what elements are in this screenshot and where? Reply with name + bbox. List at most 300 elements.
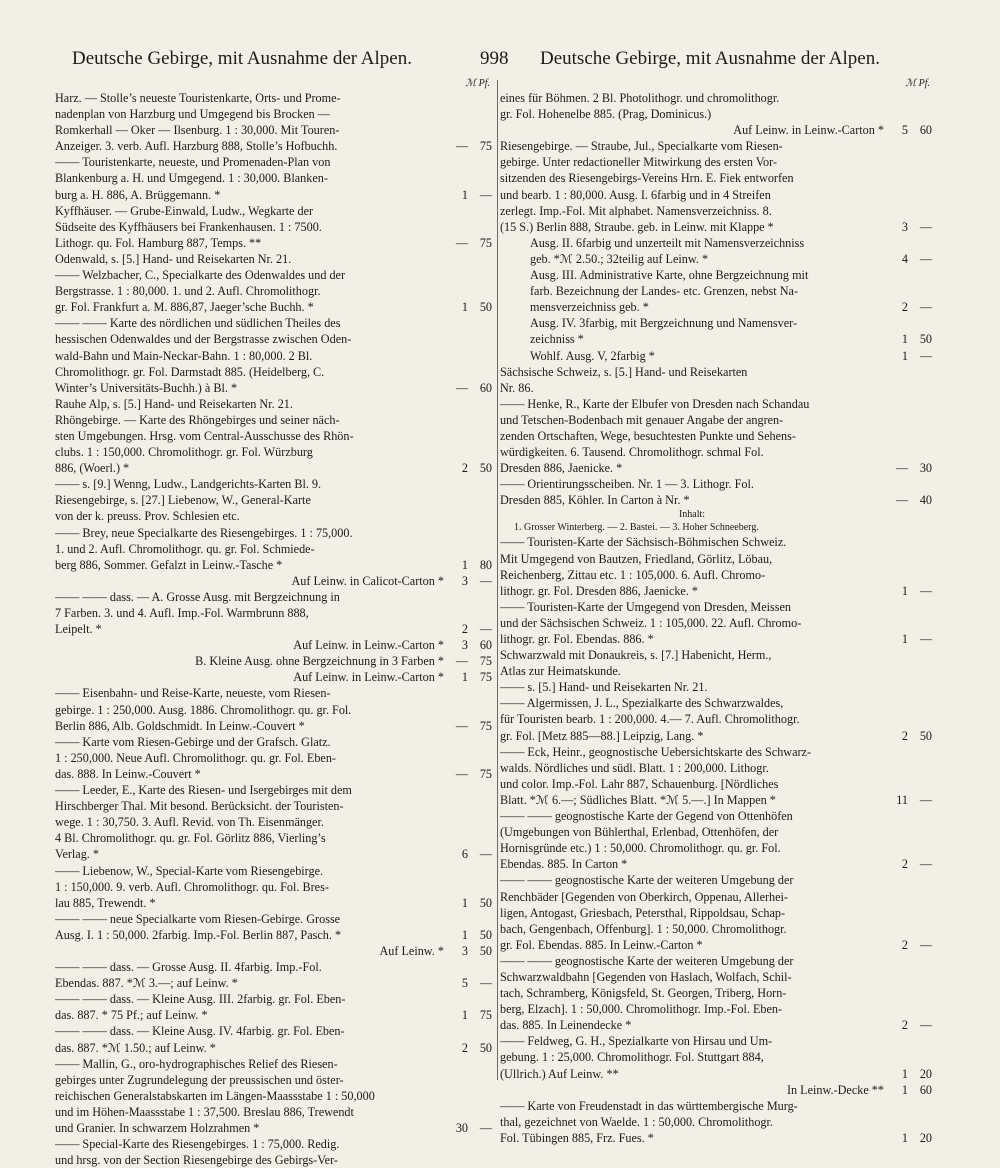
entry-line: —— —— Karte des nördlichen und südlichen Theiles des (55, 316, 341, 331)
price-pfennig: 60 (919, 123, 932, 138)
catalog-entry (55, 412, 492, 476)
entry-line: lithogr. gr. Fol. Dresden 886, Jaenicke. * (500, 583, 699, 598)
price (886, 1082, 932, 1098)
price (886, 1130, 932, 1146)
entry-line: gr. Fol. Frankfurt a. M. 886,87, Jaeger’sche Buchh. * (55, 300, 314, 315)
entry-line: Sächsische Schweiz, s. [5.] Hand- und Reisekarten (500, 364, 748, 379)
catalog-entry (500, 348, 932, 364)
price-pfennig: 50 (479, 943, 492, 958)
price-pfennig: 40 (919, 493, 932, 508)
price-pfennig: 50 (479, 895, 492, 910)
price-mark: — (455, 654, 468, 669)
price-mark: 30 (455, 1121, 468, 1135)
entry-line: würdigkeiten. 6. Tausend. Chromolithogr. schmal Fol. (500, 445, 764, 460)
entry-line: —— Feldweg, G. H., Spezialkarte von Hirsau und Um- (500, 1034, 773, 1049)
catalog-entry (55, 315, 492, 395)
price-mark: 1 (901, 583, 908, 598)
entry-line: (Ullrich.) Auf Leinw. ** (500, 1066, 619, 1081)
entry-line: gr. Fol. [Metz 885—88.] Leipzig, Lang. * (500, 728, 704, 743)
price (886, 856, 932, 872)
price-pfennig: 60 (479, 638, 492, 653)
price-pfennig: — (919, 937, 932, 952)
entry-line: und Granier. In schwarzem Holzrahmen * (55, 1121, 260, 1135)
entry-line: —— Orientirungsscheiben. Nr. 1 — 3. Lithogr. Fol. (500, 477, 754, 492)
catalog-entry (500, 647, 932, 679)
price-pfennig: — (919, 1018, 932, 1033)
entry-line: Winter’s Universitäts-Buchh.) à Bl. * (55, 380, 238, 395)
running-title-left: Deutsche Gebirge, mit Ausnahme der Alpen. (72, 48, 412, 69)
price (886, 122, 932, 138)
price-pfennig: — (479, 847, 492, 862)
catalog-entry (500, 679, 932, 695)
price-mark: 2 (901, 937, 908, 952)
catalog-entry (55, 492, 492, 524)
price (446, 1007, 492, 1023)
entry-line: Berlin 886, Alb. Goldschmidt. In Leinw.-Couvert * (55, 718, 305, 733)
price-mark: 5 (461, 976, 468, 991)
price (446, 573, 492, 589)
entry-line: gr. Fol. Ebendas. 885. In Leinw.-Carton * (500, 937, 703, 952)
inhalt-items: 1. Grosser Winterberg. — 2. Bastei. — 3. Hoher Schneeberg. (514, 522, 759, 534)
entry-line: —— Karte von Freudenstadt in das württembergische Murg- (500, 1098, 798, 1113)
price-mark: 1 (461, 557, 468, 572)
price-mark: — (455, 766, 468, 781)
price-pfennig: 75 (479, 718, 492, 733)
price-mark: 3 (461, 573, 468, 588)
entry-line: 7 Farben. 3. und 4. Aufl. Imp.-Fol. Warmbrunn 888, (55, 606, 309, 620)
price-mark: 3 (461, 943, 468, 958)
entry-line: Leipelt. * (55, 622, 102, 637)
price-pfennig: 50 (919, 332, 932, 347)
price-mark: — (455, 139, 468, 154)
price-pfennig: — (479, 573, 492, 588)
catalog-entry (55, 734, 492, 782)
price-mark: 2 (461, 461, 468, 476)
right-column (500, 78, 932, 1146)
price-mark: — (455, 235, 468, 250)
catalog-entry (500, 695, 932, 743)
currency-header-left: ℳ Pf. (465, 78, 490, 89)
entry-line: Riesengebirge. — Straube, Jul., Specialkarte vom Riesen- (500, 139, 783, 154)
entry-line: Ausg. III. Administrative Karte, ohne Bergzeichnung mit (530, 268, 809, 283)
catalog-entry (55, 267, 492, 315)
column-divider (497, 80, 498, 1080)
catalog-entry (55, 637, 492, 653)
price (446, 975, 492, 991)
entry-line: (15 S.) Berlin 888, Straube. geb. in Leinw. mit Klappe * (500, 219, 774, 234)
price-pfennig: 60 (919, 1082, 932, 1097)
entry-line: ligen, Antogast, Griesbach, Petersthal, Rippoldsau, Schap- (500, 905, 786, 920)
price-pfennig: 50 (479, 927, 492, 942)
price (446, 846, 492, 862)
entry-line: Schwarzwald mit Donaukreis, s. [7.] Habenicht, Herm., (500, 648, 772, 663)
entry-line: farb. Bezeichnung der Landes- etc. Grenzen, nebst Na- (530, 284, 799, 299)
entry-line: gebirges unter Zugrundelegung der preussischen und öster- (55, 1072, 344, 1087)
entry-line: Schwarzwaldbahn [Gegenden von Haslach, Wolfach, Schil- (500, 969, 792, 984)
catalog-entry (500, 138, 932, 235)
entry-line: das. 887. * 75 Pf.; auf Leinw. * (55, 1008, 208, 1023)
entry-line: Dresden 886, Jaenicke. * (500, 461, 623, 476)
price-mark: 1 (461, 1008, 468, 1023)
entry-line: Reichenberg, Zittau etc. 1 : 105,000. 6. Aufl. Chromo- (500, 567, 766, 582)
entry-line: Riesengebirge, s. [27.] Liebenow, W., General-Karte (55, 493, 311, 508)
entry-line: —— Henke, R., Karte der Elbufer von Dresden nach Schandau (500, 396, 810, 411)
price-pfennig: — (919, 300, 932, 315)
price (446, 718, 492, 734)
catalog-entry (55, 782, 492, 862)
catalog-entry (55, 653, 492, 669)
entry-line: gebirge. 1 : 250,000. Ausg. 1886. Chromolithogr. qu. gr. Fol. (55, 702, 352, 717)
entry-line: lithogr. gr. Fol. Ebendas. 886. * (500, 632, 654, 646)
entry-line: —— —— dass. — Kleine Ausg. III. 2farbig. gr. Fol. Eben- (55, 992, 346, 1007)
entry-line: clubs. 1 : 150,000. Chromolithogr. gr. Fol. Würzburg (55, 445, 313, 460)
entry-line: Auf Leinw. in Leinw.-Carton * (293, 638, 444, 653)
catalog-entry (500, 1082, 932, 1098)
entry-line: Chromolithogr. gr. Fol. Darmstadt 885. (Heidelberg, C. (55, 364, 325, 379)
entry-line: Ebendas. 885. In Carton * (500, 857, 628, 872)
price-mark: 4 (901, 251, 908, 266)
currency-header-right: ℳ Pf. (905, 78, 930, 89)
price-mark: 1 (901, 1066, 908, 1081)
price-mark: 2 (461, 1040, 468, 1055)
entry-line: —— Welzbacher, C., Specialkarte des Odenwaldes und der (55, 268, 346, 283)
entry-line: 1. und 2. Aufl. Chromolithogr. qu. gr. Fol. Schmiede- (55, 541, 315, 556)
price-mark: 1 (461, 927, 468, 942)
catalog-entry (500, 872, 932, 952)
price (886, 728, 932, 744)
entry-line: 886, (Woerl.) * (55, 461, 130, 476)
price-pfennig: — (919, 583, 932, 598)
entry-line: —— Brey, neue Specialkarte des Riesengebirges. 1 : 75,000. (55, 525, 353, 540)
price-mark: 6 (461, 847, 468, 862)
entry-line: —— Mallin, G., oro-hydrographisches Relief des Riesen- (55, 1056, 338, 1071)
catalog-entry (55, 154, 492, 202)
entry-line: —— Liebenow, W., Special-Karte vom Riesengebirge. (55, 863, 324, 878)
entry-line: zeichniss * (530, 332, 584, 347)
price (446, 187, 492, 203)
entry-line: bach, Gengenbach, Offenburg]. 1 : 50,000. Chromolithogr. (500, 921, 787, 936)
entry-line: Blatt. *ℳ 6.—; Südliches Blatt. *ℳ 5.—.] In Mappen * (500, 792, 776, 807)
catalog-entry (55, 991, 492, 1023)
price (446, 895, 492, 911)
price-pfennig: — (479, 187, 492, 202)
catalog-entry (55, 525, 492, 573)
price-pfennig: 75 (479, 139, 492, 154)
price (446, 653, 492, 669)
catalog-entry (55, 90, 492, 154)
catalog-entry (500, 90, 932, 122)
catalog-entry (55, 863, 492, 911)
entry-line: das. 888. In Leinw.-Couvert * (55, 766, 201, 781)
price-pfennig: 30 (919, 461, 932, 476)
entry-line: —— —— geognostische Karte der weiteren Umgebung der (500, 953, 794, 968)
entry-line: (Umgebungen von Bühlerthal, Erlenbad, Ottenhöfen, der (500, 825, 779, 840)
price-mark: 2 (901, 728, 908, 743)
entry-line: das. 885. In Leinendecke * (500, 1018, 632, 1033)
price-mark: 1 (461, 895, 468, 910)
price-mark: 3 (901, 219, 908, 234)
entry-line: von der k. preuss. Prov. Schlesien etc. (55, 509, 240, 524)
entry-line: mensverzeichniss geb. * (530, 300, 649, 315)
catalog-entry (500, 744, 932, 808)
catalog-entry (500, 364, 932, 396)
entry-line: Mit Umgegend von Bautzen, Friedland, Görlitz, Löbau, (500, 551, 773, 566)
price (446, 621, 492, 637)
catalog-entry (500, 122, 932, 138)
catalog-entry (55, 911, 492, 943)
entry-line: tach, Schramberg, Königsfeld, St. Georgen, Triberg, Horn- (500, 986, 787, 1001)
price-pfennig: — (479, 976, 492, 991)
entry-line: Atlas zur Heimatskunde. (500, 664, 621, 679)
entry-line: Auf Leinw. in Leinw.-Carton * (293, 670, 444, 685)
price (886, 331, 932, 347)
entry-line: Odenwald, s. [5.] Hand- und Reisekarten Nr. 21. (55, 251, 292, 266)
entry-line: berg, Elzach]. 1 : 50,000. Chromolithogr. Imp.-Fol. Eben- (500, 1002, 783, 1017)
running-title-right: Deutsche Gebirge, mit Ausnahme der Alpen. (540, 48, 880, 69)
price-mark: 1 (461, 300, 468, 315)
entry-line: gr. Fol. Hohenelbe 885. (Prag, Dominicus.) (500, 107, 712, 122)
price (886, 631, 932, 647)
catalog-entry (500, 476, 932, 508)
price-pfennig: 50 (479, 1040, 492, 1055)
entry-line: lau 885, Trewendt. * (55, 895, 156, 910)
price (886, 219, 932, 235)
entry-line: —— —— dass. — Grosse Ausg. II. 4farbig. Imp.-Fol. (55, 960, 322, 975)
price-pfennig: 50 (479, 300, 492, 315)
price-mark: 1 (901, 332, 908, 347)
price-pfennig: 50 (479, 461, 492, 476)
entry-line: —— s. [5.] Hand- und Reisekarten Nr. 21. (500, 680, 708, 695)
entry-line: nadenplan von Harzburg und Umgegend bis Brocken — (55, 107, 330, 122)
entry-line: —— Special-Karte des Riesengebirges. 1 : 75,000. Redig. (55, 1137, 340, 1152)
entry-line: und im Höhen-Maassstabe 1 : 37,500. Breslau 886, Trewendt (55, 1104, 354, 1119)
price (446, 138, 492, 154)
price-mark: 2 (901, 300, 908, 315)
entry-line: Ausg. I. 1 : 50,000. 2farbig. Imp.-Fol. Berlin 887, Pasch. * (55, 927, 342, 942)
entry-line: zenden Ortschaften, Wege, besuchtesten Punkte und Sehens- (500, 428, 796, 443)
price-pfennig: 75 (479, 670, 492, 685)
price-pfennig: — (919, 792, 932, 807)
entry-line: —— Leeder, E., Karte des Riesen- und Isergebirges mit dem (55, 783, 352, 798)
price (886, 299, 932, 315)
price-mark: 1 (901, 1082, 908, 1097)
price-pfennig: 20 (919, 1066, 932, 1081)
price (886, 251, 932, 267)
entry-line: —— —— geognostische Karte der weiteren Umgebung der (500, 873, 794, 888)
entry-line: und Tetschen-Bodenbach mit genauer Angabe der angren- (500, 412, 784, 427)
left-column (55, 78, 492, 1168)
price-pfennig: — (919, 348, 932, 363)
price-pfennig: 50 (919, 728, 932, 743)
entry-line: Renchbäder [Gegenden von Oberkirch, Oppenau, Allerhei- (500, 889, 788, 904)
price (886, 792, 932, 808)
price-pfennig: 75 (479, 235, 492, 250)
entry-line: Auf Leinw. in Calicot-Carton * (291, 573, 444, 588)
catalog-entry (500, 534, 932, 598)
catalog-entry (55, 251, 492, 267)
price-pfennig: 80 (479, 557, 492, 572)
entry-line: Hirschberger Thal. Mit besond. Berücksicht. der Touristen- (55, 799, 344, 814)
entry-line: —— —— dass. — Kleine Ausg. IV. 4farbig. gr. Fol. Eben- (55, 1024, 345, 1039)
entry-line: —— Touristen-Karte der Umgegend von Dresden, Meissen (500, 599, 792, 614)
price (446, 943, 492, 959)
page-number: 998 (480, 48, 509, 69)
price-pfennig: — (479, 1121, 492, 1135)
entry-line: zerlegt. Imp.-Fol. Mit alphabet. Namensverzeichniss. 8. (500, 203, 772, 218)
catalog-entry (55, 1023, 492, 1055)
entry-line: thal, gezeichnet von Waelde. 1 : 50,000. Chromolithogr. (500, 1114, 773, 1129)
price (886, 460, 932, 476)
entry-line: Kyffhäuser. — Grube-Einwald, Ludw., Wegkarte der (55, 203, 314, 218)
catalog-entry (55, 1056, 492, 1136)
catalog-entry (55, 203, 492, 251)
catalog-entry (55, 685, 492, 733)
entry-line: —— —— neue Specialkarte vom Riesen-Gebirge. Grosse (55, 911, 341, 926)
entry-line: —— s. [9.] Wenng, Ludw., Landgerichts-Karten Bl. 9. (55, 477, 322, 492)
entry-line: Auf Leinw. * (379, 943, 444, 958)
price-pfennig: — (919, 251, 932, 266)
price (446, 766, 492, 782)
entry-line: Rhöngebirge. — Karte des Rhöngebirges und seiner näch- (55, 412, 340, 427)
entry-line: Hornisgründe etc.) 1 : 50,000. Chromolithogr. qu. gr. Fol. (500, 841, 781, 856)
price-mark: 11 (896, 792, 908, 807)
price-pfennig: — (919, 219, 932, 234)
price-pfennig: — (479, 622, 492, 637)
price (446, 460, 492, 476)
price (886, 937, 932, 953)
inhalt-title: Inhalt: (678, 509, 706, 521)
entry-line: B. Kleine Ausg. ohne Bergzeichnung in 3 Farben * (195, 654, 444, 669)
catalog-entry (55, 959, 492, 991)
entry-line: hessischen Odenwaldes und der Bergstrasse zwischen Oden- (55, 332, 352, 347)
entry-line: Ausg. IV. 3farbig, mit Bergzeichnung und Namensver- (530, 316, 798, 331)
entry-line: gebirge. Unter redactioneller Mitwirkung des ersten Vor- (500, 155, 777, 170)
entry-line: —— Algermissen, J. L., Spezialkarte des Schwarzwaldes, (500, 696, 784, 711)
entry-line: —— Touristen-Karte der Sächsisch-Böhmischen Schweiz. (500, 535, 787, 550)
price-pfennig: 75 (479, 654, 492, 669)
entry-line: Romkerhall — Oker — Ilsenburg. 1 : 30,000. Mit Touren- (55, 123, 340, 138)
entry-line: 4 Bl. Chromolithogr. qu. gr. Fol. Görlitz 886, Vierling’s (55, 831, 326, 846)
entry-line: Anzeiger. 3. verb. Aufl. Harzburg 888, Stolle’s Hofbuchh. (55, 139, 338, 154)
entry-line: Rauhe Alp, s. [5.] Hand- und Reisekarten Nr. 21. (55, 396, 293, 411)
price (446, 299, 492, 315)
price-pfennig: — (919, 857, 932, 872)
entry-line: Lithogr. qu. Fol. Hamburg 887, Temps. ** (55, 235, 262, 250)
entry-line: das. 887. *ℳ 1.50.; auf Leinw. * (55, 1040, 216, 1055)
entry-line: wald-Bahn und Main-Neckar-Bahn. 1 : 80,000. 2 Bl. (55, 348, 313, 363)
price-mark: 1 (901, 348, 908, 363)
price-mark: 1 (461, 187, 468, 202)
entry-line: —— Eck, Heinr., geognostische Uebersichtskarte des Schwarz- (500, 744, 812, 759)
entry-line: Fol. Tübingen 885, Frz. Fues. * (500, 1130, 654, 1145)
price (886, 492, 932, 508)
price-mark: — (455, 718, 468, 733)
entry-line: und bearb. 1 : 80,000. Ausg. I. 6farbig und in 4 Streifen (500, 187, 771, 202)
price-pfennig: 20 (919, 1130, 932, 1145)
catalog-entry (55, 589, 492, 637)
entry-line: gebung. 1 : 25,000. Chromolithogr. Fol. Stuttgart 884, (500, 1050, 764, 1065)
entry-line: 1 : 150,000. 9. verb. Aufl. Chromolithogr. qu. Fol. Bres- (55, 879, 329, 894)
catalog-entry (500, 808, 932, 872)
price (446, 557, 492, 573)
entry-line: reichischen Generalstabskarten im Längen-Maassstabe 1 : 50,000 (55, 1088, 375, 1103)
price-mark: 1 (901, 632, 908, 646)
entry-line: Auf Leinw. in Leinw.-Carton * (733, 123, 884, 138)
entry-line: —— Eisenbahn- und Reise-Karte, neueste, vom Riesen- (55, 686, 331, 701)
entry-line: Harz. — Stolle’s neueste Touristenkarte, Orts- und Prome- (55, 91, 341, 105)
entry-line: eines für Böhmen. 2 Bl. Photolithogr. und chromolithogr. (500, 91, 780, 105)
catalog-entry (500, 599, 932, 647)
catalog-entry (500, 315, 932, 347)
price-mark: — (895, 461, 908, 476)
price (446, 637, 492, 653)
entry-line: sten Umgebungen. Hrsg. vom Central-Ausschusse des Rhön- (55, 428, 354, 443)
catalog-entry (500, 953, 932, 1033)
entry-line: walds. Nördliches und südl. Blatt. 1 : 200,000. Lithogr. (500, 760, 769, 775)
entry-line: —— —— dass. — A. Grosse Ausg. mit Bergzeichnung in (55, 589, 340, 604)
entry-line: und der Sächsischen Schweiz. 1 : 105,000. 22. Aufl. Chromo- (500, 615, 802, 630)
price-mark: — (895, 493, 908, 508)
price-mark: 5 (901, 123, 908, 138)
price-pfennig: 75 (479, 766, 492, 781)
catalog-entry (55, 669, 492, 685)
entry-line: —— Touristenkarte, neueste, und Promenaden-Plan von (55, 155, 331, 170)
catalog-entry (500, 396, 932, 476)
entry-line: Dresden 885, Köhler. In Carton à Nr. * (500, 493, 690, 508)
entry-line: wege. 1 : 30,750. 3. Aufl. Revid. von Th. Eisenmänger. (55, 815, 324, 830)
entry-line: Wohlf. Ausg. V, 2farbig * (530, 348, 655, 363)
price-pfennig: 75 (479, 1008, 492, 1023)
price (886, 1066, 932, 1082)
entry-line: und hrsg. von der Section Riesengebirge des Gebirgs-Ver- (55, 1153, 338, 1168)
catalog-entry (500, 267, 932, 315)
price (886, 1017, 932, 1033)
entry-line: Ausg. II. 6farbig und unzerteilt mit Namensverzeichniss (530, 235, 805, 250)
price-mark: 3 (461, 638, 468, 653)
price (446, 235, 492, 251)
price (446, 927, 492, 943)
price (886, 348, 932, 364)
entry-line: Nr. 86. (500, 380, 534, 395)
entry-line: burg a. H. 886, A. Brüggemann. * (55, 187, 221, 202)
entry-line: berg 886, Sommer. Gefalzt in Leinw.-Tasche * (55, 557, 283, 572)
entry-line: geb. *ℳ 2.50.; 32teilig auf Leinw. * (530, 251, 709, 266)
price-mark: 2 (901, 857, 908, 872)
entry-line: Ebendas. 887. *ℳ 3.—; auf Leinw. * (55, 976, 238, 991)
catalog-entry (55, 1136, 492, 1168)
price (446, 1040, 492, 1056)
entry-line: —— —— geognostische Karte der Gegend von Ottenhöfen (500, 809, 793, 824)
price (446, 669, 492, 685)
catalog-entry (55, 943, 492, 959)
price-mark: 1 (901, 1130, 908, 1145)
catalog-entry (55, 573, 492, 589)
price-mark: — (455, 380, 468, 395)
entry-line: Bergstrasse. 1 : 80,000. 1. und 2. Aufl. Chromolithogr. (55, 284, 321, 299)
price (446, 380, 492, 396)
catalog-entry (55, 396, 492, 412)
price-mark: 2 (461, 622, 468, 637)
catalog-entry (500, 1033, 932, 1081)
price-mark: 1 (461, 670, 468, 685)
entry-line: und color. Imp.-Fol. Lahr 887, Schauenburg. [Nördliches (500, 776, 779, 791)
entry-line: für Touristen bearb. 1 : 200,000. 4.— 7. Aufl. Chromolithogr. (500, 712, 800, 727)
price (886, 583, 932, 599)
price-mark: 2 (901, 1018, 908, 1033)
price-pfennig: — (919, 632, 932, 646)
catalog-entry (500, 1098, 932, 1146)
entry-line: sitzenden des Riesengebirgs-Vereins Hrn. E. Fiek entworfen (500, 171, 794, 186)
